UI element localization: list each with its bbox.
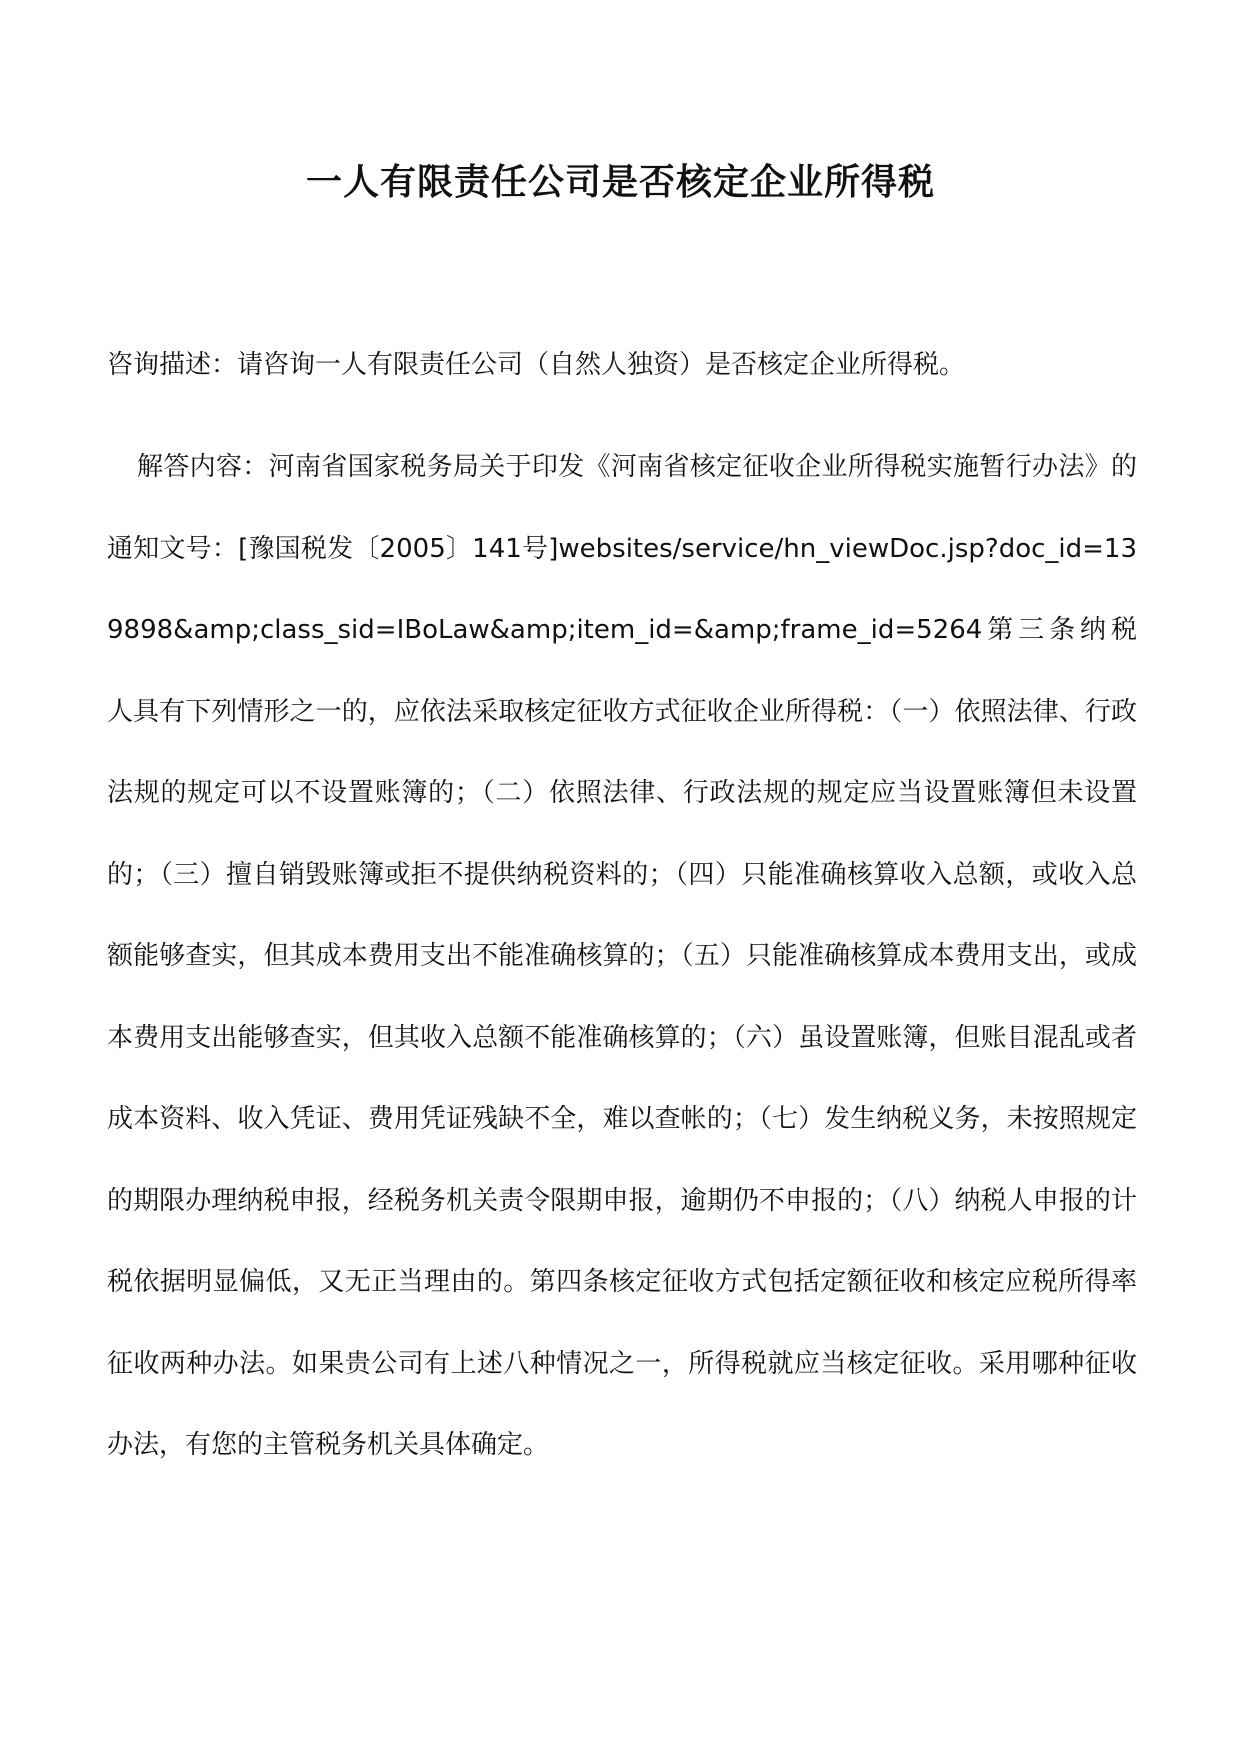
document-title: 一人有限责任公司是否核定企业所得税: [305, 161, 935, 203]
question-paragraph: 咨询描述：请咨询一人有限责任公司（自然人独资）是否核定企业所得税。: [107, 350, 966, 380]
answer-paragraph: 解答内容：河南省国家税务局关于印发《河南省核定征收企业所得税实施暂行办法》的通知文号：[豫国税发〔2005〕141号]websites/service/hn_viewDoc.jsp?doc_id=139898&amp;class_sid=IBoLaw&amp;item_id=&amp;frame_id=5264第三条纳税人具有下列情形之一的，应依法采取核定征收方式征收企业所得税：（一）依照法律、行政法规的规定可以不设置账簿的；（二）依照法律、行政法规的规定应当设置账簿但未设置的；（三）擅自销毁账簿或拒不提供纳税资料的；（四）只能准确核算收入总额，或收入总额能够查实，但其成本费用支出不能准确核算的；（五）只能准确核算成本费用支出，或成本费用支出能够查实，但其收入总额不能准确核算的；（六）虽设置账簿，但账目混乱或者成本资料、收入凭证、费用凭证残缺不全，难以查帐的；（七）发生纳税义务，未按照规定的期限办理纳税申报，经税务机关责令限期申报，逾期仍不申报的；（八）纳税人申报的计税依据明显偏低，又无正当理由的。第四条核定征收方式包括定额征收和核定应税所得率征收两种办法。如果贵公司有上述八种情况之一，所得税就应当核定征收。采用哪种征收办法，有您的主管税务机关具体确定。: [107, 452, 1137, 1460]
